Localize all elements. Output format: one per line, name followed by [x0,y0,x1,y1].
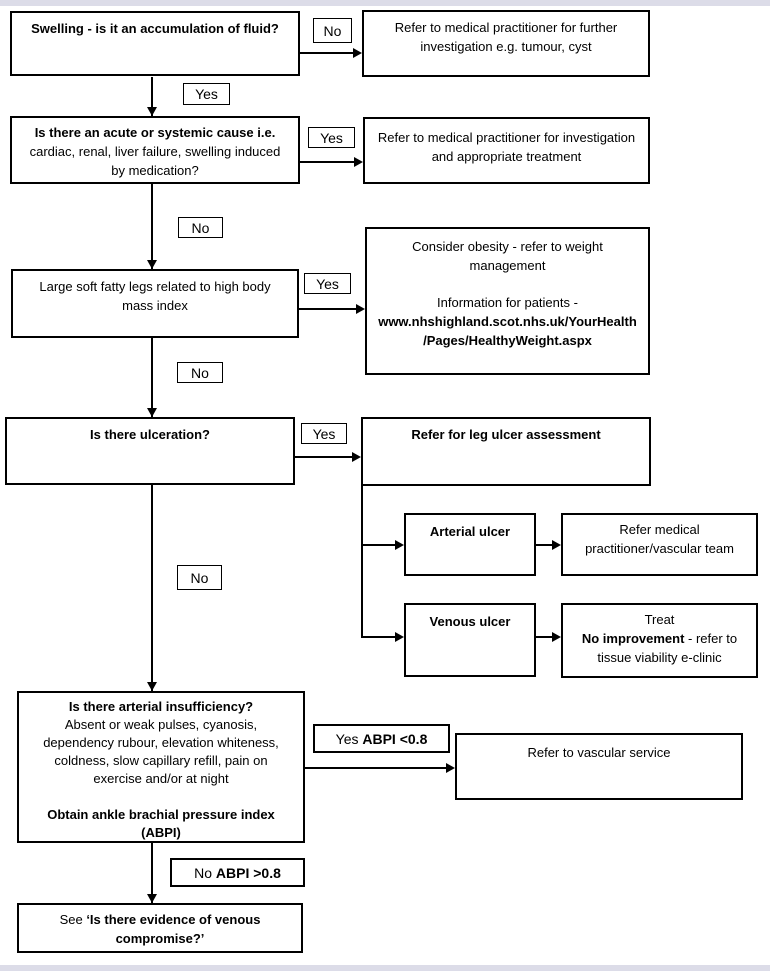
arrowhead-fatty-yes [356,304,365,314]
edge-label-no-abpi [170,858,305,887]
edge-label-yes-fatty-text: Yes [316,275,339,292]
connector-ulceration-yes [295,456,352,458]
obesity-line2: management [469,258,546,273]
edge-label-yes-acute [308,127,355,148]
treat-line2 [563,629,756,648]
insufficiency-abpi-line1: Obtain ankle brachial pressure index [47,807,275,822]
decision-box-arterial-insufficiency [17,691,305,843]
insufficiency-abpi-line2: (ABPI) [141,825,181,840]
arrowhead-swelling-no [353,48,362,58]
arrowhead-acute-yes [354,157,363,167]
decision-box-fatty-legs [11,269,299,338]
edge-label-no-ulcer-text: No [190,569,209,586]
acute-title: Is there an acute or systemic cause i.e. [34,125,276,140]
node-box-arterial-ulcer [404,513,536,576]
page-bottom-edge [0,965,770,971]
edge-label-no-abpi-value: ABPI >0.8 [215,864,281,881]
edge-label-no-fluid-text: No [323,22,342,39]
edge-label-yes-fatty [304,273,351,294]
treat-refer-to: - refer to [684,631,738,646]
arrowhead-ulceration-no [147,682,157,691]
acute-line2: by medication? [111,163,199,178]
edge-label-no-abpi-prefix: No [194,864,216,881]
connector-to-arterial [362,544,395,546]
venous-compromise-line1 [19,910,301,929]
obesity-blank-line [367,275,648,293]
connector-abpi-yes [305,767,446,769]
arrowhead-to-arterial [395,540,404,550]
refer-further-line1: Refer to medical practitioner for further [394,20,618,35]
decision-swelling-text: Swelling - is it an accumulation of fluid? [31,21,279,36]
outcome-box-venous-compromise [17,903,303,953]
edge-label-no-acute [178,217,223,238]
obesity-url-line2: /Pages/HealthyWeight.aspx [423,333,592,348]
node-box-venous-ulcer [404,603,536,677]
treat-line3: tissue viability e-clinic [597,650,722,665]
edge-label-yes-fluid [183,83,230,105]
edge-label-yes-acute-text: Yes [320,129,343,146]
insufficiency-blank-line [19,788,303,806]
arterial-ulcer-text: Arterial ulcer [429,524,511,539]
arrowhead-ulceration-yes [352,452,361,462]
refer-investigation-line1: Refer to medical practitioner for investigation [377,130,636,145]
acute-line1: cardiac, renal, liver failure, swelling induced [29,144,281,159]
venous-ulcer-text: Venous ulcer [429,614,511,629]
insufficiency-title: Is there arterial insufficiency? [68,699,254,714]
connector-ulcer-branch [361,486,363,638]
arrowhead-arterial-outcome [552,540,561,550]
connector-venous-outcome [536,636,552,638]
venous-compromise-line2: compromise?’ [115,931,205,946]
outcome-box-vascular-service [455,733,743,800]
insufficiency-line2: dependency rubour, elevation whiteness, [43,735,279,750]
connector-arterial-outcome [536,544,552,546]
fatty-legs-line2: mass index [122,298,188,313]
vascular-service-text: Refer to vascular service [527,745,671,760]
venous-compromise-quote1: ‘Is there evidence of venous [86,912,261,927]
obesity-url-line1: www.nhshighland.scot.nhs.uk/YourHealth [378,314,637,329]
refer-team-line1: Refer medical [619,522,700,537]
outcome-box-refer-investigation [363,117,650,184]
connector-ulceration-no [151,485,153,691]
ulceration-text: Is there ulceration? [90,427,210,442]
decision-box-acute-cause [10,116,300,184]
refer-investigation-line2: and appropriate treatment [431,149,582,164]
edge-label-no-acute-text: No [191,219,210,236]
arrowhead-venous-outcome [552,632,561,642]
treat-line1: Treat [644,612,675,627]
outcome-box-refer-vascular-team [561,513,758,576]
insufficiency-line3: coldness, slow capillary refill, pain on [54,753,268,768]
outcome-box-treat [561,603,758,678]
connector-fatty-yes [299,308,356,310]
obesity-line1: Consider obesity - refer to weight [412,239,603,254]
arrowhead-abpi-yes [446,763,455,773]
arrowhead-abpi-no [147,894,157,903]
venous-compromise-see: See [59,912,87,927]
decision-box-ulceration [5,417,295,485]
edge-label-yes-fluid-text: Yes [195,86,218,102]
arrowhead-fatty-no [147,408,157,417]
fatty-legs-line1: Large soft fatty legs related to high body [39,279,271,294]
arrowhead-acute-no [147,260,157,269]
connector-acute-no [151,184,153,269]
connector-to-venous [362,636,395,638]
refer-team-line2: practitioner/vascular team [585,541,734,556]
edge-label-yes-abpi-prefix: Yes [335,730,363,747]
treat-no-improvement: No improvement [581,631,685,646]
arrowhead-swelling-yes [147,107,157,116]
edge-label-no-fluid [313,18,352,43]
connector-acute-yes [300,161,354,163]
edge-label-yes-ulcer-text: Yes [312,425,336,442]
decision-box-swelling [10,11,300,76]
insufficiency-line4: exercise and/or at night [93,771,229,786]
arrowhead-to-venous [395,632,404,642]
edge-label-no-fatty [177,362,223,383]
connector-swelling-no [300,52,353,54]
edge-label-no-ulcer [177,565,222,590]
outcome-box-obesity [365,227,650,375]
refer-further-line2: investigation e.g. tumour, cyst [420,39,592,54]
outcome-box-refer-further [362,10,650,77]
connector-fatty-no [151,338,153,417]
edge-label-yes-abpi [313,724,450,753]
insufficiency-line1: Absent or weak pulses, cyanosis, [64,717,258,732]
edge-label-yes-abpi-value: ABPI <0.8 [362,730,428,747]
obesity-line3: Information for patients - [437,295,578,310]
outcome-box-leg-ulcer-assessment [361,417,651,486]
page-top-edge [0,0,770,6]
leg-ulcer-text: Refer for leg ulcer assessment [411,427,601,442]
edge-label-no-fatty-text: No [191,364,209,381]
edge-label-yes-ulcer [301,423,347,444]
